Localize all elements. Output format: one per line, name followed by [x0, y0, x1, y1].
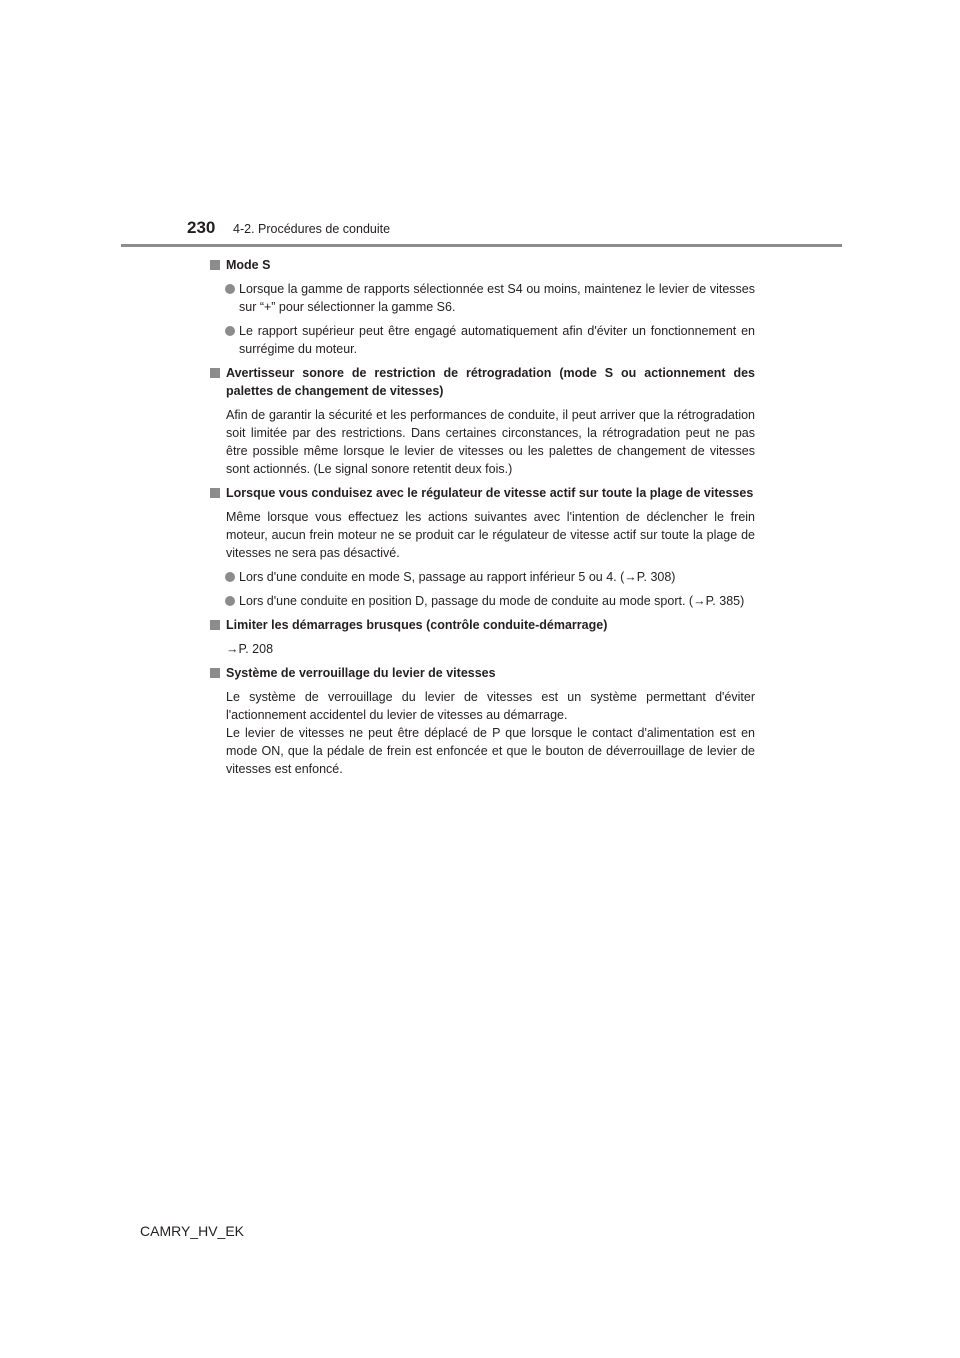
paragraph: Afin de garantir la sécurité et les performances de conduite, il peut arriver que la rétrogradation soit limitée par des restrictions. Dans certaines circonstances, la rétrogradation peut ne pas être possible même lorsque le levier de vitesses ou les palettes de changement de vitesses sont actionnés. (Le signal sonore retentit deux fois.)	[226, 408, 755, 476]
heading-drive-start-control	[210, 616, 755, 634]
page-number: 230	[187, 218, 216, 237]
square-bullet-icon	[210, 668, 220, 678]
circle-bullet-icon	[225, 326, 235, 336]
bullet-item	[210, 568, 755, 586]
heading-text: Système de verrouillage du levier de vitesses	[226, 666, 496, 680]
square-bullet-icon	[210, 488, 220, 498]
bullet-item	[210, 322, 755, 358]
square-bullet-icon	[210, 260, 220, 270]
bullet-text: Lors d'une conduite en position D, passage du mode de conduite au mode sport. (→P. 385)	[239, 594, 745, 608]
section-title: 4-2. Procédures de conduite	[233, 222, 391, 236]
bullet-item	[210, 280, 755, 316]
heading-shift-lock	[210, 664, 755, 682]
page-reference: →P. 208	[226, 642, 274, 656]
paragraph: Même lorsque vous effectuez les actions suivantes avec l'intention de déclencher le frein moteur, aucun frein moteur ne se produit car le régulateur de vitesse actif sur toute la plage de vitesses ne sera pas désactivé.	[226, 510, 755, 560]
bullet-text: Lors d'une conduite en mode S, passage au rapport inférieur 5 ou 4. (→P. 308)	[239, 570, 676, 584]
heading-text: Avertisseur sonore de restriction de rétrogradation (mode S ou actionnement des palettes de changement de vitesses)	[226, 366, 755, 398]
circle-bullet-icon	[225, 284, 235, 294]
model-code: CAMRY_HV_EK	[140, 1223, 245, 1239]
heading-text: Limiter les démarrages brusques (contrôle conduite-démarrage)	[226, 618, 608, 632]
heading-text: Lorsque vous conduisez avec le régulateur de vitesse actif sur toute la plage de vitesses	[226, 486, 754, 500]
header-rule	[121, 244, 842, 247]
heading-text: Mode S	[226, 258, 271, 272]
square-bullet-icon	[210, 620, 220, 630]
heading-downshift-warning	[210, 364, 755, 400]
bullet-text: Lorsque la gamme de rapports sélectionnée est S4 ou moins, maintenez le levier de vitesses sur “+” pour sélectionner la gamme S6.	[239, 282, 755, 314]
circle-bullet-icon	[225, 572, 235, 582]
circle-bullet-icon	[225, 596, 235, 606]
page-content	[210, 256, 755, 784]
square-bullet-icon	[210, 368, 220, 378]
paragraph: Le levier de vitesses ne peut être déplacé de P que lorsque le contact d'alimentation est en mode ON, que la pédale de frein est enfoncée et que le bouton de déverrouillage de levier de vitesses est enfoncé.	[226, 726, 755, 776]
heading-mode-s	[210, 256, 755, 274]
bullet-text: Le rapport supérieur peut être engagé automatiquement afin d'éviter un fonctionnement en surrégime du moteur.	[239, 324, 755, 356]
heading-cruise-control	[210, 484, 755, 502]
bullet-item	[210, 592, 755, 610]
paragraph: Le système de verrouillage du levier de vitesses est un système permettant d'éviter l'actionnement accidentel du levier de vitesses au démarrage.	[226, 690, 755, 722]
